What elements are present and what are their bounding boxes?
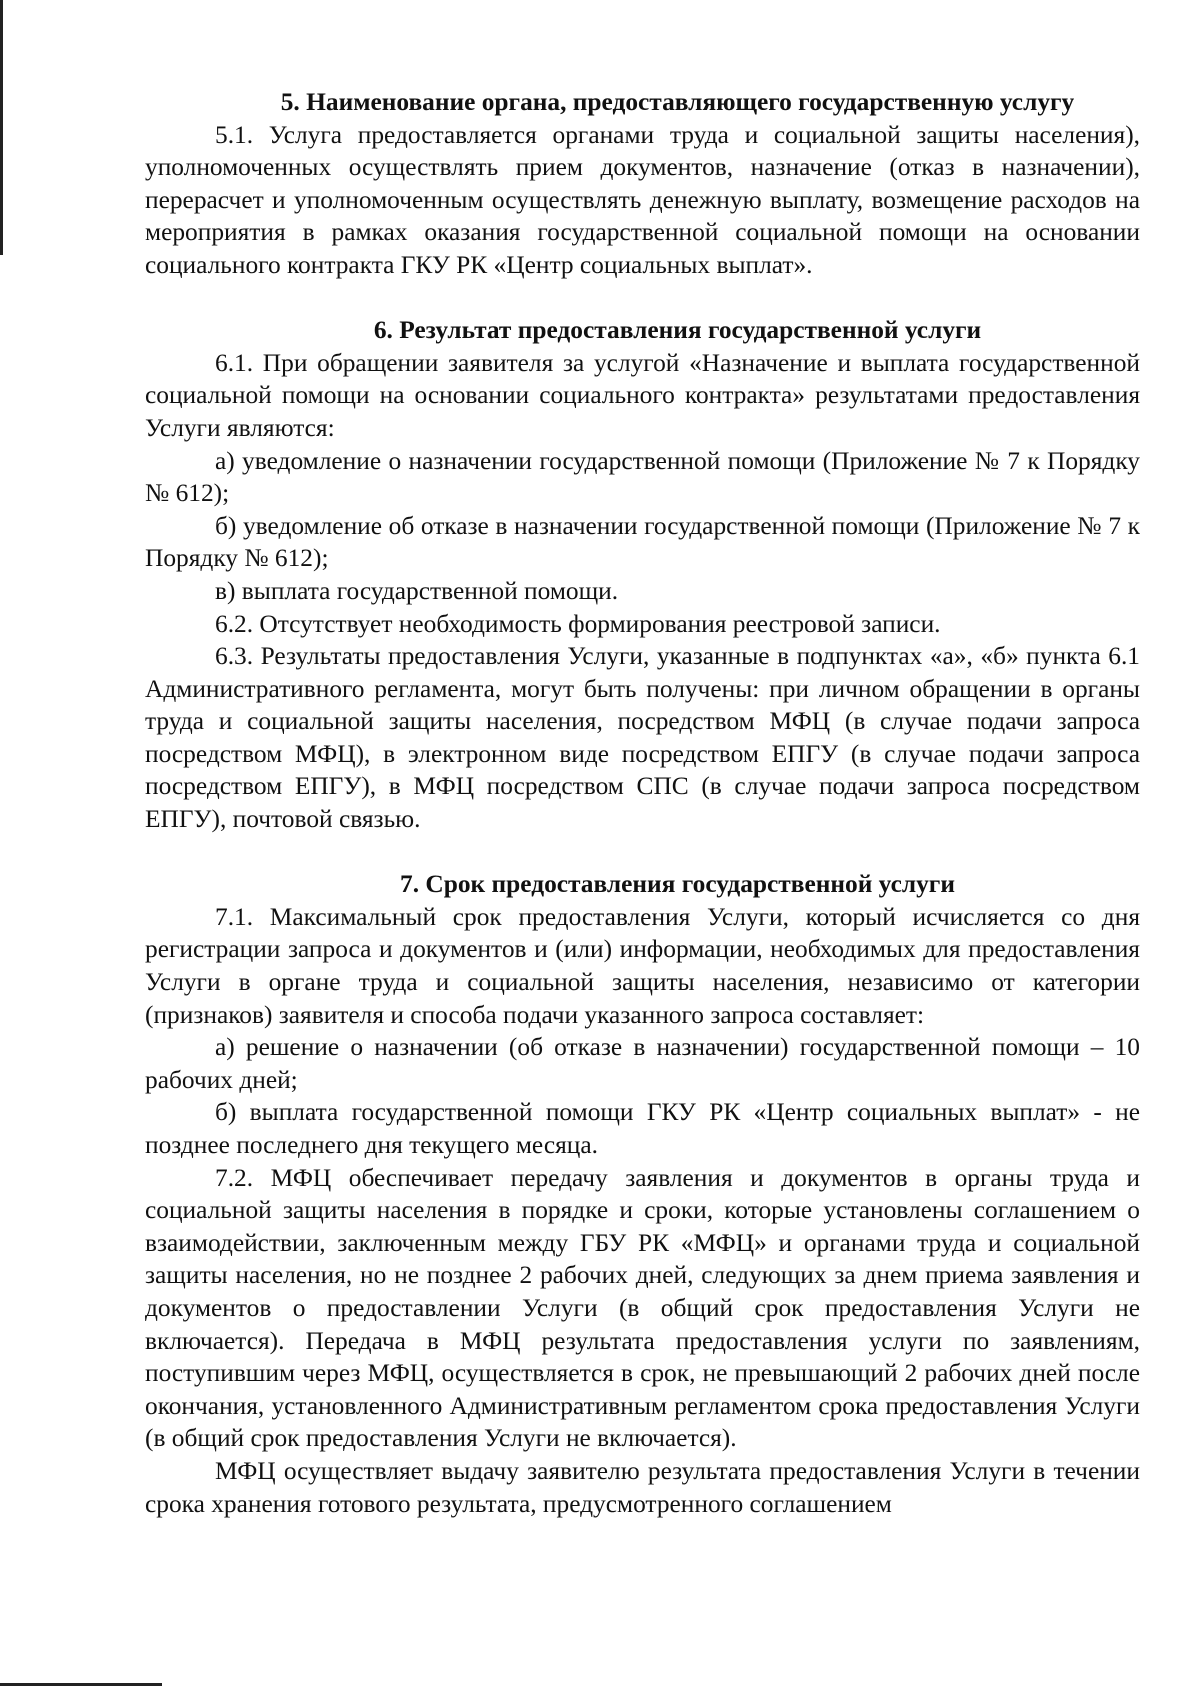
paragraph-7-1-a: а) решение о назначении (об отказе в назначении) государственной помощи – 10 рабочих дней;	[145, 1033, 1140, 1094]
document-page	[145, 86, 1140, 1520]
paragraph-7-1-b: б) выплата государственной помощи ГКУ РК «Центр социальных выплат» - не позднее последнего дня текущего месяца.	[145, 1098, 1140, 1159]
paragraph-7-2-mfc: МФЦ осуществляет выдачу заявителю результата предоставления Услуги в течении срока хранения готового результата, предусмотренного соглашением	[145, 1456, 1140, 1518]
paragraph-6-1-v: в) выплата государственной помощи.	[215, 576, 619, 605]
paragraph-7-2: 7.2. МФЦ обеспечивает передачу заявления и документов в органы труда и социальной защиты населения в порядке и сроки, которые установлены соглашением о взаимодействии, заключенным между ГБУ РК «МФЦ» и органами труда и социальной защиты населения, но не позднее 2 рабочих дней, следующих за днем приема заявления и документов о предоставлении Услуги (в общий срок предоставления Услуги не включается). Передача в МФЦ результата предоставления услуги по заявлениям, поступившим через МФЦ, осуществляется в срок, не превышающий 2 рабочих дней после окончания, установленного Административным регламентом срока предоставления Услуги (в общий срок предоставления Услуги не включается).	[145, 1163, 1140, 1453]
section-gap	[145, 282, 1140, 315]
paragraph-6-3: 6.3. Результаты предоставления Услуги, указанные в подпунктах «а», «б» пункта 6.1 Административного регламента, могут быть получены: при личном обращении в органы труда и социальной защиты населения, посредством МФЦ (в случае подачи запроса посредством МФЦ), в электронном виде посредством ЕПГУ (в случае подачи запроса посредством ЕПГУ), в МФЦ посредством СПС (в случае подачи запроса посредством ЕПГУ), почтовой связью.	[145, 642, 1140, 834]
paragraph-6-1: 6.1. При обращении заявителя за услугой «Назначение и выплата государственной социальной помощи на основании социального контракта» результатами предоставления Услуги являются:	[145, 348, 1140, 442]
section-7-heading: 7. Срок предоставления государственной услуги	[400, 870, 955, 899]
section-6-heading: 6. Результат предоставления государственной услуги	[373, 316, 982, 345]
paragraph-5-1: 5.1. Услуга предоставляется органами труда и социальной защиты населения), уполномоченных осуществлять прием документов, назначение (отказ в назначении), перерасчет и уполномоченным осуществлять денежную выплату, возмещение расходов на мероприятия в рамках оказания государственной социальной помощи на основании социального контракта ГКУ РК «Центр социальных выплат».	[145, 120, 1140, 279]
paragraph-7-1: 7.1. Максимальный срок предоставления Услуги, который исчисляется со дня регистрации запроса и документов и (или) информации, необходимых для предоставления Услуги в органе труда и социальной защиты населения, независимо от категории (признаков) заявителя и способа подачи указанного запроса составляет:	[145, 902, 1140, 1029]
section-5-heading: 5. Наименование органа, предоставляющего государственную услугу	[280, 88, 1075, 116]
section-gap	[145, 836, 1140, 869]
scan-edge-bottom	[0, 1683, 162, 1686]
paragraph-6-2: 6.2. Отсутствует необходимость формирования реестровой записи.	[215, 609, 941, 638]
paragraph-6-1-a: а) уведомление о назначении государственной помощи (Приложение № 7 к Порядку № 612);	[145, 446, 1140, 508]
scan-edge-left	[0, 0, 3, 255]
paragraph-6-1-b: б) уведомление об отказе в назначении государственной помощи (Приложение № 7 к Порядку № 612);	[145, 511, 1140, 573]
